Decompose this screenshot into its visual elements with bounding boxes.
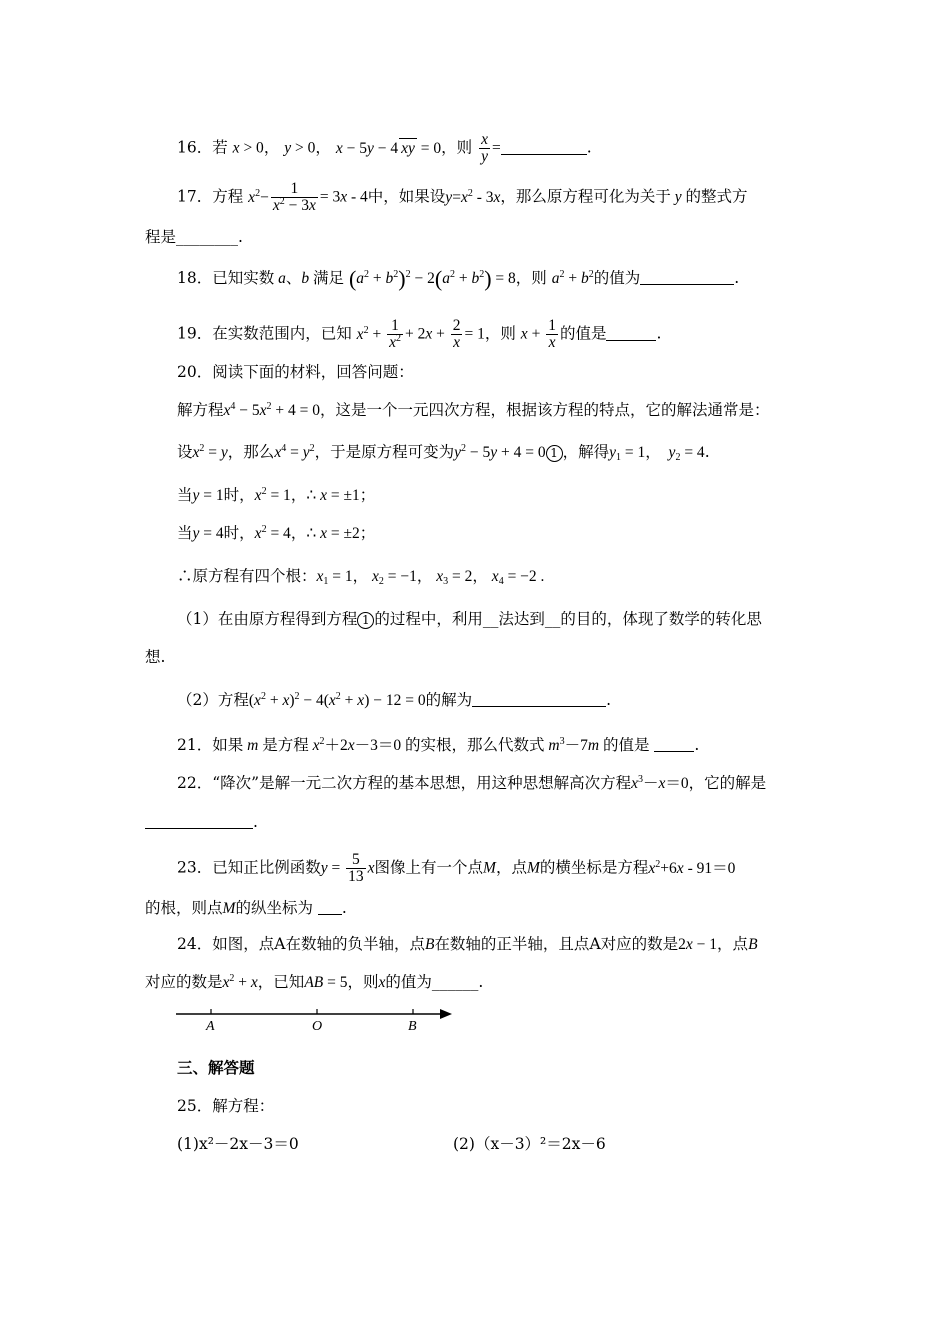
question-17: 17．方程 $x^2-$ $\frac{1}{x^2 - 3x}$ = 3x - 4中，如果设$y=x^2 - 3x$，那么原方程可化为关于 y 的整式方 [177,180,748,214]
label-b: B [408,1019,417,1033]
q20-part1-line2: 想. [145,648,166,666]
q20-line2: 设$x^2 = y$，那么$x^4 = y^2$，于是原方程可变为$y^2 - 5y + 4 = 0$ 1 ，解得$y_1 = 1$， $y_2 = 4$. [177,443,710,463]
q20-part2: （2）方程$(x^2 + x)^2 - 4(x^2 + x) - 12 = 0$的解为 . [177,691,612,709]
answer-blank[interactable] [318,900,342,915]
question-22-line2: . [145,812,258,832]
label-o: O [312,1019,323,1033]
q20-part1: （1）在由原方程得到方程 1 的过程中，利用__法达到__的目的，体现了数学的转化思 [177,610,762,628]
label-a: A [206,1019,215,1033]
question-24: 24．如图，点A在数轴的负半轴，点B在数轴的正半轴，且点A对应的数是2x − 1，点B [177,935,758,953]
question-25-part1: (1)x²－2x－3＝0 [177,1135,299,1153]
q20-line3: 当y = 1时，$x^2 = 1$，∴ x = ±1； [177,486,376,504]
q20-line4: 当y = 4时，$x^2 = 4$，∴ x = ±2； [177,524,376,542]
question-17-line2: 程是________. [145,228,243,246]
question-23: 23．已知正比例函数y = $\frac{5}{13}$ x图像上有一个点M，点M的横坐标是方程$x^2+6x - 91=0$ [177,851,736,885]
circled-number-1: 1 [546,445,563,462]
question-23-line2: 的根，则点M的纵坐标为 . [145,899,347,917]
question-22: 22．“降次”是解一元二次方程的基本思想，用这种思想解高次方程$x^3-x=0$，它的解是 [177,774,767,792]
question-21: 21．如果 m 是方程 $x^2+2x-3=0$ 的实根，那么代数式 $m^3-7m$ 的值是 . [177,736,700,754]
q20-line5: ∴原方程有四个根：$x_1 = 1$， $x_2 = -1$， $x_3 = 2$， $x_4 = -2$ . [177,567,545,587]
answer-blank[interactable] [145,814,253,829]
question-19: 19．在实数范围内，已知 $x^2$ + $\frac{1}{x^2}$ + 2x + $\frac{2}{x}$ = 1，则 x + $\frac{1}{x}$ 的值是 . [177,317,662,351]
axis-arrow [440,1009,452,1019]
answer-blank[interactable] [640,270,734,285]
answer-blank[interactable] [654,737,694,752]
answer-blank[interactable] [472,692,606,707]
question-18: 18．已知实数 a、b 满足 $(a^2 + b^2)^2 - 2(a^2 + b^2) = 8$，则 $a^2 + b^2$的值为 . [177,266,740,291]
number-line-figure [176,1005,456,1033]
question-20-title: 20．阅读下面的材料，回答问题： [177,363,414,381]
section-heading: 三、解答题 [177,1058,255,1077]
question-24-line2: 对应的数是$x^2 + x$，已知AB = 5，则x的值为______. [145,973,484,991]
question-25-part2: (2)（x－3）²＝2x－6 [453,1135,606,1153]
q20-line1: 解方程$x^4 - 5x^2 + 4 = 0$，这是一个一元四次方程，根据该方程的特点，它的解法通常是： [177,401,770,419]
question-25-title: 25．解方程： [177,1097,275,1115]
question-16: 16．若 x > 0， y > 0， x − 5y − 4 xy = 0，则 $\frac{x}{y}$ = . [177,131,592,165]
answer-blank[interactable] [501,140,587,155]
answer-blank[interactable] [606,326,656,341]
circled-number-1: 1 [357,612,374,629]
